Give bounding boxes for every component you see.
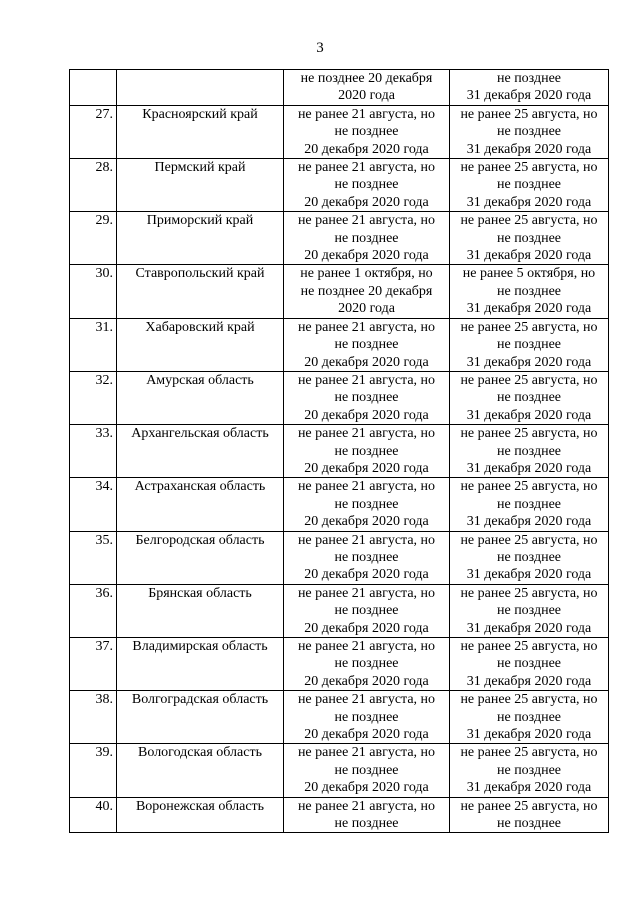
region-name-cell: Приморский край xyxy=(117,212,284,265)
end-date-line: не позднее xyxy=(496,762,562,778)
start-date-cell xyxy=(284,212,450,265)
start-date-line: не ранее 21 августа, но xyxy=(297,798,436,814)
end-date-line: не ранее 25 августа, но xyxy=(460,426,598,442)
end-date-line: не позднее xyxy=(496,283,562,299)
end-date-cell xyxy=(450,105,609,158)
start-date-line: не ранее 21 августа, но xyxy=(297,745,436,761)
table-row xyxy=(70,691,609,744)
start-date-line: 20 декабря 2020 года xyxy=(304,407,429,423)
start-date-line: не ранее 21 августа, но xyxy=(297,692,436,708)
start-date-line: 20 декабря 2020 года xyxy=(304,620,429,636)
region-name-cell: Архангельская область xyxy=(117,425,284,478)
start-date-line: не позднее 20 декабря xyxy=(300,283,433,299)
start-date-line: не позднее xyxy=(334,709,399,725)
end-date-line: не ранее 25 августа, но xyxy=(460,692,598,708)
row-number-cell: 37. xyxy=(70,638,117,691)
start-date-cell xyxy=(284,531,450,584)
region-name-cell: Красноярский край xyxy=(117,105,284,158)
start-date-cell xyxy=(284,371,450,424)
row-number-cell: 27. xyxy=(70,105,117,158)
end-date-line: 31 декабря 2020 года xyxy=(466,567,592,583)
region-name-cell: Астраханская область xyxy=(117,478,284,531)
table-row xyxy=(70,159,609,212)
start-date-line: не позднее xyxy=(334,124,399,140)
start-date-cell xyxy=(284,638,450,691)
table-body xyxy=(70,70,609,833)
start-date-cell xyxy=(284,318,450,371)
start-date-line: 20 декабря 2020 года xyxy=(304,727,429,743)
start-date-line: не позднее xyxy=(334,390,399,406)
row-number-cell xyxy=(70,70,117,106)
start-date-cell xyxy=(284,159,450,212)
end-date-cell xyxy=(450,159,609,212)
start-date-line: не ранее 21 августа, но xyxy=(297,319,436,335)
region-name-cell: Волгоградская область xyxy=(117,691,284,744)
end-date-line: не позднее xyxy=(496,709,562,725)
end-date-line: 31 декабря 2020 года xyxy=(466,727,592,743)
end-date-cell xyxy=(450,425,609,478)
table-row xyxy=(70,797,609,833)
row-number-cell: 29. xyxy=(70,212,117,265)
end-date-cell xyxy=(450,70,609,106)
row-number-cell: 39. xyxy=(70,744,117,797)
end-date-cell xyxy=(450,371,609,424)
region-name-cell: Брянская область xyxy=(117,584,284,637)
start-date-line: не позднее xyxy=(334,762,399,778)
start-date-line: не ранее 21 августа, но xyxy=(297,585,436,601)
end-date-line: не позднее xyxy=(496,71,562,86)
end-date-cell xyxy=(450,531,609,584)
end-date-line: не ранее 25 августа, но xyxy=(460,372,598,388)
end-date-line: не ранее 5 октября, но xyxy=(462,266,596,282)
row-number-cell: 34. xyxy=(70,478,117,531)
end-date-line: не позднее xyxy=(496,656,562,672)
table-row xyxy=(70,212,609,265)
start-date-cell xyxy=(284,584,450,637)
start-date-line: не позднее xyxy=(334,816,399,832)
end-date-cell xyxy=(450,212,609,265)
table-row xyxy=(70,318,609,371)
start-date-cell xyxy=(284,105,450,158)
end-date-cell xyxy=(450,638,609,691)
table-row xyxy=(70,70,609,106)
start-date-line: 20 декабря 2020 года xyxy=(304,194,429,210)
row-number-cell: 32. xyxy=(70,371,117,424)
start-date-line: не позднее xyxy=(334,656,399,672)
end-date-line: 31 декабря 2020 года xyxy=(466,248,592,264)
start-date-line: не позднее xyxy=(334,603,399,619)
region-name-cell: Вологодская область xyxy=(117,744,284,797)
end-date-line: 31 декабря 2020 года xyxy=(466,194,592,210)
start-date-line: 20 декабря 2020 года xyxy=(304,514,429,530)
row-number-cell: 30. xyxy=(70,265,117,318)
end-date-line: не ранее 25 августа, но xyxy=(460,639,598,654)
table-row xyxy=(70,478,609,531)
end-date-line: не позднее xyxy=(496,816,562,832)
table-row xyxy=(70,531,609,584)
table-row xyxy=(70,744,609,797)
region-name-cell: Владимирская область xyxy=(117,638,284,691)
end-date-cell xyxy=(450,318,609,371)
row-number-cell: 38. xyxy=(70,691,117,744)
table-row xyxy=(70,425,609,478)
table-row xyxy=(70,584,609,637)
start-date-line: 20 декабря 2020 года xyxy=(304,460,429,476)
start-date-line: не ранее 21 августа, но xyxy=(297,426,436,442)
region-name-cell: Ставропольский край xyxy=(117,265,284,318)
start-date-cell xyxy=(284,744,450,797)
end-date-line: 31 декабря 2020 года xyxy=(466,780,592,796)
table-row xyxy=(70,105,609,158)
start-date-line: 20 декабря 2020 года xyxy=(304,248,429,264)
end-date-cell xyxy=(450,478,609,531)
start-date-line: не ранее 1 октября, но xyxy=(300,266,433,282)
table-row xyxy=(70,265,609,318)
end-date-line: не ранее 25 августа, но xyxy=(460,745,598,761)
table-row xyxy=(70,371,609,424)
start-date-cell xyxy=(284,70,450,106)
end-date-cell xyxy=(450,797,609,833)
start-date-line: 20 декабря 2020 года xyxy=(304,354,429,370)
end-date-line: 31 декабря 2020 года xyxy=(466,354,592,370)
start-date-line: не позднее xyxy=(334,549,399,565)
end-date-line: не позднее xyxy=(496,337,562,353)
start-date-cell xyxy=(284,478,450,531)
end-date-line: не позднее xyxy=(496,124,562,140)
end-date-line: не позднее xyxy=(496,390,562,406)
end-date-line: 31 декабря 2020 года xyxy=(466,301,592,317)
start-date-line: не ранее 21 августа, но xyxy=(297,479,436,495)
end-date-line: не позднее xyxy=(496,549,562,565)
end-date-line: не ранее 25 августа, но xyxy=(460,106,598,122)
end-date-line: 31 декабря 2020 года xyxy=(466,88,592,104)
start-date-line: 20 декабря 2020 года xyxy=(304,141,429,157)
end-date-line: не ранее 25 августа, но xyxy=(460,532,598,548)
end-date-line: не ранее 25 августа, но xyxy=(460,319,598,335)
region-name-cell: Пермский край xyxy=(117,159,284,212)
schedule-table xyxy=(69,69,609,833)
start-date-line: не ранее 21 августа, но xyxy=(297,532,436,548)
start-date-line: 20 декабря 2020 года xyxy=(304,567,429,583)
row-number-cell: 31. xyxy=(70,318,117,371)
start-date-line: не позднее 20 декабря xyxy=(300,71,433,86)
region-name-cell xyxy=(117,70,284,106)
row-number-cell: 33. xyxy=(70,425,117,478)
page-number: 3 xyxy=(316,40,324,56)
start-date-cell xyxy=(284,691,450,744)
end-date-line: не ранее 25 августа, но xyxy=(460,213,598,229)
end-date-line: не ранее 25 августа, но xyxy=(460,160,598,176)
end-date-line: 31 декабря 2020 года xyxy=(466,460,592,476)
start-date-line: не ранее 21 августа, но xyxy=(297,372,436,388)
end-date-line: 31 декабря 2020 года xyxy=(466,620,592,636)
end-date-line: не позднее xyxy=(496,603,562,619)
start-date-line: не позднее xyxy=(334,443,399,459)
end-date-cell xyxy=(450,744,609,797)
start-date-line: не ранее 21 августа, но xyxy=(297,213,436,229)
row-number-cell: 36. xyxy=(70,584,117,637)
end-date-line: 31 декабря 2020 года xyxy=(466,407,592,423)
end-date-line: не позднее xyxy=(496,496,562,512)
end-date-line: не ранее 25 августа, но xyxy=(460,798,598,814)
region-name-cell: Амурская область xyxy=(117,371,284,424)
start-date-line: не позднее xyxy=(334,496,399,512)
start-date-line: не ранее 21 августа, но xyxy=(297,160,436,176)
end-date-line: не позднее xyxy=(496,177,562,193)
start-date-line: 20 декабря 2020 года xyxy=(304,673,429,689)
end-date-line: не ранее 25 августа, но xyxy=(460,585,598,601)
end-date-line: не позднее xyxy=(496,230,562,246)
end-date-line: не позднее xyxy=(496,443,562,459)
start-date-line: не позднее xyxy=(334,177,399,193)
end-date-line: 31 декабря 2020 года xyxy=(466,514,592,530)
end-date-line: не ранее 25 августа, но xyxy=(460,479,598,495)
region-name-cell: Воронежская область xyxy=(117,797,284,833)
start-date-line: 2020 года xyxy=(338,301,395,317)
start-date-line: 2020 года xyxy=(338,88,395,104)
region-name-cell: Хабаровский край xyxy=(117,318,284,371)
row-number-cell: 28. xyxy=(70,159,117,212)
end-date-line: 31 декабря 2020 года xyxy=(466,141,592,157)
row-number-cell: 35. xyxy=(70,531,117,584)
start-date-line: не ранее 21 августа, но xyxy=(297,639,436,654)
table-row xyxy=(70,638,609,691)
start-date-cell xyxy=(284,425,450,478)
start-date-line: 20 декабря 2020 года xyxy=(304,780,429,796)
start-date-line: не позднее xyxy=(334,337,399,353)
start-date-cell xyxy=(284,265,450,318)
row-number-cell: 40. xyxy=(70,797,117,833)
end-date-cell xyxy=(450,691,609,744)
end-date-line: 31 декабря 2020 года xyxy=(466,673,592,689)
region-name-cell: Белгородская область xyxy=(117,531,284,584)
end-date-cell xyxy=(450,584,609,637)
end-date-cell xyxy=(450,265,609,318)
start-date-line: не позднее xyxy=(334,230,399,246)
start-date-line: не ранее 21 августа, но xyxy=(297,106,436,122)
start-date-cell xyxy=(284,797,450,833)
